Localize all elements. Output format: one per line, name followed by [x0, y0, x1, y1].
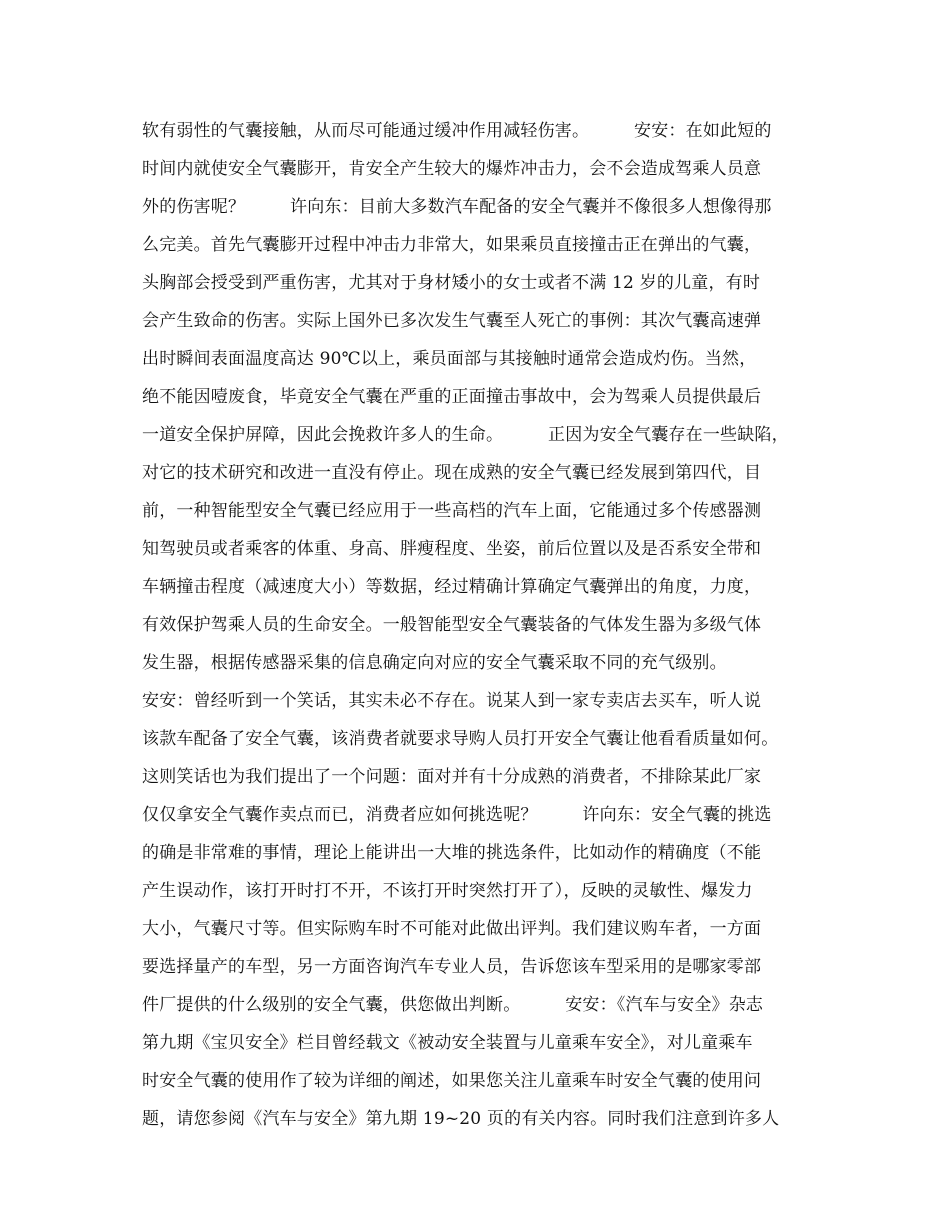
- text-line: 对它的技术研究和改进一直没有停止。现在成熟的安全气囊已经发展到第四代，目: [142, 463, 762, 483]
- text-line: 仅仅拿安全气囊作卖点而已，消费者应如何挑选呢？ 许向东：安全气囊的挑选: [142, 805, 772, 825]
- text-line: 发生器，根据传感器采集的信息确定向对应的安全气囊采取不同的充气级别。: [142, 653, 727, 673]
- text-line: 会产生致命的伤害。实际上国外已多次发生气囊至人死亡的事例：其次气囊高速弹: [142, 311, 762, 331]
- text-line: 出时瞬间表面温度高达 90℃以上，乘员面部与其接触时通常会造成灼伤。当然，: [142, 349, 757, 369]
- text-line: 头胸部会授受到严重伤害，尤其对于身材矮小的女士或者不满 12 岁的儿童，有时: [142, 273, 761, 293]
- text-line: 一道安全保护屏障，因此会挽救许多人的生命。 正因为安全气囊存在一些缺陷，: [142, 425, 789, 445]
- text-line: 时安全气囊的使用作了较为详细的阐述，如果您关注儿童乘车时安全气囊的使用问: [142, 1071, 762, 1091]
- text-line: 产生误动作，该打开时打不开，不该打开时突然打开了），反映的灵敏性、爆发力: [142, 881, 753, 901]
- text-line: 该款车配备了安全气囊，该消费者就要求导购人员打开安全气囊让他看看质量如何。: [142, 729, 779, 749]
- text-line: 有效保护驾乘人员的生命安全。一般智能型安全气囊装备的气体发生器为多级气体: [142, 615, 762, 635]
- text-line: 软有弱性的气囊接触，从而尽可能通过缓冲作用减轻伤害。 安安：在如此短的: [142, 121, 772, 141]
- text-line: 件厂提供的什么级别的安全气囊，供您做出判断。 安安：《汽车与安全》杂志: [142, 995, 764, 1015]
- text-line: 这则笑话也为我们提出了一个问题：面对并有十分成熟的消费者，不排除某此厂家: [142, 767, 762, 787]
- text-line: 的确是非常难的事情，理论上能讲出一大堆的挑选条件，比如动作的精确度（不能: [142, 843, 762, 863]
- text-line: 安安：曾经听到一个笑话，其实未必不存在。说某人到一家专卖店去买车，听人说: [142, 691, 762, 711]
- text-line: 外的伤害呢？ 许向东：目前大多数汽车配备的安全气囊并不像很多人想像得那: [142, 197, 772, 217]
- text-line: 绝不能因噎废食，毕竟安全气囊在严重的正面撞击事故中，会为驾乘人员提供最后: [142, 387, 762, 407]
- body-text: [142, 112, 842, 1138]
- text-line: 大小，气囊尺寸等。但实际购车时不可能对此做出评判。我们建议购车者，一方面: [142, 919, 762, 939]
- text-line: 第九期《宝贝安全》栏目曾经载文《被动安全装置与儿童乘车安全》，对儿童乘车: [142, 1033, 753, 1053]
- text-line: 题，请您参阅《汽车与安全》第九期 19~20 页的有关内容。同时我们注意到许多人: [142, 1109, 780, 1129]
- text-line: 要选择量产的车型，另一方面咨询汽车专业人员，告诉您该车型采用的是哪家零部: [142, 957, 762, 977]
- text-line: 么完美。首先气囊膨开过程中冲击力非常大，如果乘员直接撞击正在弹出的气囊，: [142, 235, 762, 255]
- text-line: 知驾驶员或者乘客的体重、身高、胖瘦程度、坐姿，前后位置以及是否系安全带和: [142, 539, 762, 559]
- text-line: 车辆撞击程度（减速度大小）等数据，经过精确计算确定气囊弹出的角度，力度，: [142, 577, 762, 597]
- text-line: 时间内就使安全气囊膨开，肯安全产生较大的爆炸冲击力，会不会造成驾乘人员意: [142, 159, 762, 179]
- text-line: 前，一种智能型安全气囊已经应用于一些高档的汽车上面，它能通过多个传感器测: [142, 501, 762, 521]
